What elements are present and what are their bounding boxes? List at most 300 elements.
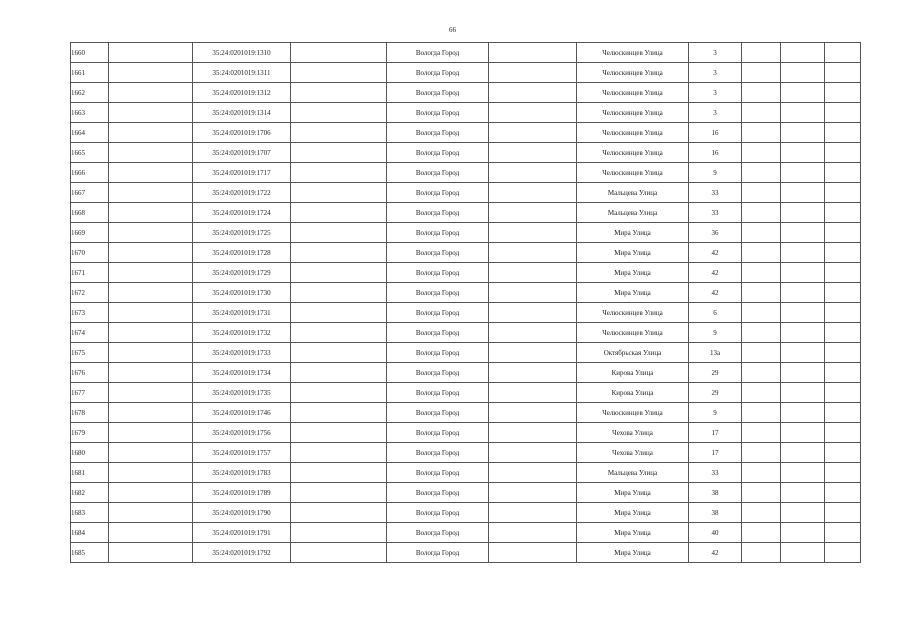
empty-cell bbox=[291, 83, 387, 103]
empty-cell bbox=[291, 363, 387, 383]
cadastral-number-cell: 35:24:0201019:1733 bbox=[193, 343, 291, 363]
empty-cell bbox=[742, 263, 781, 283]
empty-cell bbox=[825, 323, 861, 343]
empty-cell bbox=[489, 63, 577, 83]
empty-cell bbox=[825, 123, 861, 143]
city-cell: Вологда Город bbox=[387, 143, 489, 163]
empty-cell bbox=[489, 223, 577, 243]
street-cell: Челюскинцев Улица bbox=[577, 303, 689, 323]
city-cell: Вологда Город bbox=[387, 383, 489, 403]
row-number-cell: 1670 bbox=[71, 243, 109, 263]
cadastral-number-cell: 35:24:0201019:1728 bbox=[193, 243, 291, 263]
city-cell: Вологда Город bbox=[387, 203, 489, 223]
empty-cell bbox=[825, 243, 861, 263]
street-cell: Челюскинцев Улица bbox=[577, 323, 689, 343]
empty-cell bbox=[291, 263, 387, 283]
house-number-cell: 3 bbox=[689, 63, 742, 83]
empty-cell bbox=[825, 403, 861, 423]
empty-cell bbox=[742, 123, 781, 143]
house-number-cell: 33 bbox=[689, 203, 742, 223]
empty-cell bbox=[825, 423, 861, 443]
empty-cell bbox=[781, 503, 825, 523]
table-row bbox=[71, 183, 861, 203]
table-row bbox=[71, 363, 861, 383]
empty-cell bbox=[781, 243, 825, 263]
street-cell: Челюскинцев Улица bbox=[577, 143, 689, 163]
street-cell: Челюскинцев Улица bbox=[577, 123, 689, 143]
empty-cell bbox=[489, 363, 577, 383]
empty-cell bbox=[291, 383, 387, 403]
empty-cell bbox=[489, 403, 577, 423]
street-cell: Чехова Улица bbox=[577, 443, 689, 463]
row-number-cell: 1676 bbox=[71, 363, 109, 383]
cadastral-number-cell: 35:24:0201019:1746 bbox=[193, 403, 291, 423]
house-number-cell: 3 bbox=[689, 103, 742, 123]
empty-cell bbox=[781, 463, 825, 483]
empty-cell bbox=[825, 103, 861, 123]
empty-cell bbox=[291, 523, 387, 543]
cadastral-number-cell: 35:24:0201019:1707 bbox=[193, 143, 291, 163]
table-row bbox=[71, 263, 861, 283]
city-cell: Вологда Город bbox=[387, 523, 489, 543]
empty-cell bbox=[489, 163, 577, 183]
empty-cell bbox=[781, 143, 825, 163]
empty-cell bbox=[489, 343, 577, 363]
table-row bbox=[71, 423, 861, 443]
street-cell: Мира Улица bbox=[577, 243, 689, 263]
empty-cell bbox=[291, 423, 387, 443]
street-cell: Мира Улица bbox=[577, 223, 689, 243]
empty-cell bbox=[825, 263, 861, 283]
table-row bbox=[71, 103, 861, 123]
empty-cell bbox=[109, 183, 193, 203]
house-number-cell: 29 bbox=[689, 363, 742, 383]
empty-cell bbox=[742, 403, 781, 423]
empty-cell bbox=[781, 403, 825, 423]
street-cell: Мира Улица bbox=[577, 483, 689, 503]
street-cell: Мира Улица bbox=[577, 263, 689, 283]
city-cell: Вологда Город bbox=[387, 103, 489, 123]
empty-cell bbox=[109, 423, 193, 443]
empty-cell bbox=[742, 543, 781, 563]
empty-cell bbox=[489, 303, 577, 323]
row-number-cell: 1663 bbox=[71, 103, 109, 123]
row-number-cell: 1662 bbox=[71, 83, 109, 103]
empty-cell bbox=[109, 163, 193, 183]
row-number-cell: 1674 bbox=[71, 323, 109, 343]
empty-cell bbox=[742, 443, 781, 463]
city-cell: Вологда Город bbox=[387, 263, 489, 283]
empty-cell bbox=[109, 503, 193, 523]
row-number-cell: 1679 bbox=[71, 423, 109, 443]
table-body bbox=[71, 43, 861, 563]
empty-cell bbox=[291, 223, 387, 243]
city-cell: Вологда Город bbox=[387, 183, 489, 203]
empty-cell bbox=[109, 363, 193, 383]
street-cell: Мальцева Улица bbox=[577, 203, 689, 223]
empty-cell bbox=[291, 403, 387, 423]
empty-cell bbox=[489, 243, 577, 263]
empty-cell bbox=[109, 123, 193, 143]
empty-cell bbox=[781, 263, 825, 283]
empty-cell bbox=[489, 443, 577, 463]
row-number-cell: 1685 bbox=[71, 543, 109, 563]
street-cell: Мира Улица bbox=[577, 543, 689, 563]
house-number-cell: 42 bbox=[689, 263, 742, 283]
empty-cell bbox=[742, 103, 781, 123]
empty-cell bbox=[742, 343, 781, 363]
empty-cell bbox=[825, 83, 861, 103]
row-number-cell: 1664 bbox=[71, 123, 109, 143]
city-cell: Вологда Город bbox=[387, 223, 489, 243]
street-cell: Чехова Улица bbox=[577, 423, 689, 443]
row-number-cell: 1677 bbox=[71, 383, 109, 403]
row-number-cell: 1680 bbox=[71, 443, 109, 463]
table-row bbox=[71, 163, 861, 183]
empty-cell bbox=[742, 503, 781, 523]
empty-cell bbox=[109, 383, 193, 403]
empty-cell bbox=[781, 343, 825, 363]
empty-cell bbox=[291, 443, 387, 463]
empty-cell bbox=[781, 423, 825, 443]
house-number-cell: 40 bbox=[689, 523, 742, 543]
empty-cell bbox=[489, 123, 577, 143]
empty-cell bbox=[742, 43, 781, 63]
empty-cell bbox=[825, 463, 861, 483]
street-cell: Мальцева Улица bbox=[577, 463, 689, 483]
empty-cell bbox=[109, 103, 193, 123]
cadastral-number-cell: 35:24:0201019:1724 bbox=[193, 203, 291, 223]
empty-cell bbox=[109, 323, 193, 343]
cadastral-number-cell: 35:24:0201019:1734 bbox=[193, 363, 291, 383]
empty-cell bbox=[109, 303, 193, 323]
empty-cell bbox=[291, 283, 387, 303]
empty-cell bbox=[489, 283, 577, 303]
empty-cell bbox=[825, 363, 861, 383]
row-number-cell: 1666 bbox=[71, 163, 109, 183]
empty-cell bbox=[781, 523, 825, 543]
table-row bbox=[71, 403, 861, 423]
empty-cell bbox=[291, 63, 387, 83]
empty-cell bbox=[742, 423, 781, 443]
empty-cell bbox=[825, 63, 861, 83]
cadastral-number-cell: 35:24:0201019:1311 bbox=[193, 63, 291, 83]
table-row bbox=[71, 223, 861, 243]
table-row bbox=[71, 543, 861, 563]
table-row bbox=[71, 83, 861, 103]
page-number: 66 bbox=[449, 26, 456, 34]
empty-cell bbox=[291, 123, 387, 143]
empty-cell bbox=[742, 223, 781, 243]
empty-cell bbox=[109, 463, 193, 483]
city-cell: Вологда Город bbox=[387, 243, 489, 263]
street-cell: Кирова Улица bbox=[577, 363, 689, 383]
city-cell: Вологда Город bbox=[387, 463, 489, 483]
empty-cell bbox=[291, 183, 387, 203]
table-row bbox=[71, 283, 861, 303]
row-number-cell: 1683 bbox=[71, 503, 109, 523]
empty-cell bbox=[489, 83, 577, 103]
cadastral-number-cell: 35:24:0201019:1756 bbox=[193, 423, 291, 443]
empty-cell bbox=[781, 543, 825, 563]
empty-cell bbox=[109, 143, 193, 163]
house-number-cell: 33 bbox=[689, 463, 742, 483]
empty-cell bbox=[109, 523, 193, 543]
cadastral-number-cell: 35:24:0201019:1731 bbox=[193, 303, 291, 323]
empty-cell bbox=[291, 243, 387, 263]
cadastral-number-cell: 35:24:0201019:1722 bbox=[193, 183, 291, 203]
empty-cell bbox=[825, 543, 861, 563]
empty-cell bbox=[291, 163, 387, 183]
city-cell: Вологда Город bbox=[387, 123, 489, 143]
cadastral-number-cell: 35:24:0201019:1706 bbox=[193, 123, 291, 143]
empty-cell bbox=[781, 383, 825, 403]
cadastral-number-cell: 35:24:0201019:1717 bbox=[193, 163, 291, 183]
empty-cell bbox=[781, 303, 825, 323]
empty-cell bbox=[742, 143, 781, 163]
street-cell: Мальцева Улица bbox=[577, 183, 689, 203]
cadastral-number-cell: 35:24:0201019:1757 bbox=[193, 443, 291, 463]
empty-cell bbox=[781, 63, 825, 83]
empty-cell bbox=[489, 143, 577, 163]
empty-cell bbox=[742, 483, 781, 503]
city-cell: Вологда Город bbox=[387, 83, 489, 103]
empty-cell bbox=[825, 43, 861, 63]
house-number-cell: 9 bbox=[689, 403, 742, 423]
house-number-cell: 13а bbox=[689, 343, 742, 363]
table-row bbox=[71, 483, 861, 503]
empty-cell bbox=[489, 503, 577, 523]
street-cell: Кирова Улица bbox=[577, 383, 689, 403]
row-number-cell: 1673 bbox=[71, 303, 109, 323]
empty-cell bbox=[109, 403, 193, 423]
city-cell: Вологда Город bbox=[387, 543, 489, 563]
empty-cell bbox=[742, 383, 781, 403]
empty-cell bbox=[489, 383, 577, 403]
house-number-cell: 9 bbox=[689, 323, 742, 343]
empty-cell bbox=[781, 363, 825, 383]
empty-cell bbox=[291, 203, 387, 223]
city-cell: Вологда Город bbox=[387, 63, 489, 83]
row-number-cell: 1661 bbox=[71, 63, 109, 83]
empty-cell bbox=[291, 143, 387, 163]
empty-cell bbox=[109, 543, 193, 563]
table-row bbox=[71, 203, 861, 223]
house-number-cell: 36 bbox=[689, 223, 742, 243]
city-cell: Вологда Город bbox=[387, 483, 489, 503]
row-number-cell: 1668 bbox=[71, 203, 109, 223]
empty-cell bbox=[742, 463, 781, 483]
empty-cell bbox=[489, 483, 577, 503]
empty-cell bbox=[742, 523, 781, 543]
empty-cell bbox=[781, 183, 825, 203]
empty-cell bbox=[825, 203, 861, 223]
empty-cell bbox=[109, 83, 193, 103]
table-row bbox=[71, 123, 861, 143]
row-number-cell: 1678 bbox=[71, 403, 109, 423]
cadastral-number-cell: 35:24:0201019:1783 bbox=[193, 463, 291, 483]
cadastral-number-cell: 35:24:0201019:1314 bbox=[193, 103, 291, 123]
empty-cell bbox=[109, 343, 193, 363]
street-cell: Челюскинцев Улица bbox=[577, 103, 689, 123]
empty-cell bbox=[291, 323, 387, 343]
house-number-cell: 29 bbox=[689, 383, 742, 403]
house-number-cell: 38 bbox=[689, 503, 742, 523]
street-cell: Мира Улица bbox=[577, 523, 689, 543]
empty-cell bbox=[781, 283, 825, 303]
registry-table bbox=[70, 42, 861, 563]
empty-cell bbox=[489, 423, 577, 443]
city-cell: Вологда Город bbox=[387, 303, 489, 323]
empty-cell bbox=[489, 43, 577, 63]
empty-cell bbox=[291, 483, 387, 503]
house-number-cell: 17 bbox=[689, 423, 742, 443]
house-number-cell: 42 bbox=[689, 283, 742, 303]
street-cell: Челюскинцев Улица bbox=[577, 63, 689, 83]
table-row bbox=[71, 443, 861, 463]
city-cell: Вологда Город bbox=[387, 503, 489, 523]
cadastral-number-cell: 35:24:0201019:1730 bbox=[193, 283, 291, 303]
empty-cell bbox=[109, 263, 193, 283]
city-cell: Вологда Город bbox=[387, 443, 489, 463]
empty-cell bbox=[781, 223, 825, 243]
row-number-cell: 1675 bbox=[71, 343, 109, 363]
empty-cell bbox=[742, 163, 781, 183]
empty-cell bbox=[489, 203, 577, 223]
row-number-cell: 1682 bbox=[71, 483, 109, 503]
house-number-cell: 16 bbox=[689, 123, 742, 143]
empty-cell bbox=[742, 363, 781, 383]
empty-cell bbox=[291, 303, 387, 323]
house-number-cell: 17 bbox=[689, 443, 742, 463]
table-row bbox=[71, 143, 861, 163]
cadastral-number-cell: 35:24:0201019:1725 bbox=[193, 223, 291, 243]
empty-cell bbox=[781, 103, 825, 123]
empty-cell bbox=[291, 343, 387, 363]
cadastral-number-cell: 35:24:0201019:1312 bbox=[193, 83, 291, 103]
city-cell: Вологда Город bbox=[387, 163, 489, 183]
empty-cell bbox=[109, 283, 193, 303]
empty-cell bbox=[109, 63, 193, 83]
house-number-cell: 3 bbox=[689, 83, 742, 103]
street-cell: Октябрьская Улица bbox=[577, 343, 689, 363]
city-cell: Вологда Город bbox=[387, 43, 489, 63]
table-row bbox=[71, 503, 861, 523]
table-row bbox=[71, 243, 861, 263]
empty-cell bbox=[489, 543, 577, 563]
cadastral-number-cell: 35:24:0201019:1792 bbox=[193, 543, 291, 563]
cadastral-number-cell: 35:24:0201019:1310 bbox=[193, 43, 291, 63]
street-cell: Челюскинцев Улица bbox=[577, 43, 689, 63]
empty-cell bbox=[781, 203, 825, 223]
row-number-cell: 1672 bbox=[71, 283, 109, 303]
row-number-cell: 1684 bbox=[71, 523, 109, 543]
empty-cell bbox=[825, 483, 861, 503]
city-cell: Вологда Город bbox=[387, 423, 489, 443]
table-row bbox=[71, 463, 861, 483]
house-number-cell: 6 bbox=[689, 303, 742, 323]
row-number-cell: 1681 bbox=[71, 463, 109, 483]
table-row bbox=[71, 523, 861, 543]
table-row bbox=[71, 383, 861, 403]
empty-cell bbox=[291, 43, 387, 63]
empty-cell bbox=[742, 83, 781, 103]
row-number-cell: 1667 bbox=[71, 183, 109, 203]
table-row bbox=[71, 303, 861, 323]
empty-cell bbox=[489, 323, 577, 343]
empty-cell bbox=[742, 283, 781, 303]
table-row bbox=[71, 63, 861, 83]
empty-cell bbox=[742, 63, 781, 83]
empty-cell bbox=[742, 323, 781, 343]
empty-cell bbox=[781, 483, 825, 503]
table-row bbox=[71, 43, 861, 63]
row-number-cell: 1669 bbox=[71, 223, 109, 243]
city-cell: Вологда Город bbox=[387, 403, 489, 423]
empty-cell bbox=[781, 443, 825, 463]
empty-cell bbox=[291, 463, 387, 483]
street-cell: Челюскинцев Улица bbox=[577, 83, 689, 103]
empty-cell bbox=[109, 203, 193, 223]
empty-cell bbox=[825, 443, 861, 463]
empty-cell bbox=[825, 143, 861, 163]
empty-cell bbox=[489, 183, 577, 203]
row-number-cell: 1660 bbox=[71, 43, 109, 63]
empty-cell bbox=[291, 103, 387, 123]
table-row bbox=[71, 323, 861, 343]
street-cell: Челюскинцев Улица bbox=[577, 163, 689, 183]
house-number-cell: 3 bbox=[689, 43, 742, 63]
cadastral-number-cell: 35:24:0201019:1735 bbox=[193, 383, 291, 403]
empty-cell bbox=[825, 223, 861, 243]
cadastral-number-cell: 35:24:0201019:1729 bbox=[193, 263, 291, 283]
empty-cell bbox=[489, 463, 577, 483]
city-cell: Вологда Город bbox=[387, 363, 489, 383]
empty-cell bbox=[291, 543, 387, 563]
empty-cell bbox=[742, 303, 781, 323]
empty-cell bbox=[291, 503, 387, 523]
house-number-cell: 16 bbox=[689, 143, 742, 163]
empty-cell bbox=[489, 103, 577, 123]
empty-cell bbox=[825, 343, 861, 363]
empty-cell bbox=[109, 243, 193, 263]
city-cell: Вологда Город bbox=[387, 323, 489, 343]
empty-cell bbox=[742, 183, 781, 203]
house-number-cell: 33 bbox=[689, 183, 742, 203]
house-number-cell: 42 bbox=[689, 243, 742, 263]
house-number-cell: 38 bbox=[689, 483, 742, 503]
empty-cell bbox=[825, 383, 861, 403]
empty-cell bbox=[109, 483, 193, 503]
empty-cell bbox=[781, 83, 825, 103]
cadastral-number-cell: 35:24:0201019:1790 bbox=[193, 503, 291, 523]
city-cell: Вологда Город bbox=[387, 343, 489, 363]
row-number-cell: 1671 bbox=[71, 263, 109, 283]
street-cell: Челюскинцев Улица bbox=[577, 403, 689, 423]
empty-cell bbox=[825, 163, 861, 183]
empty-cell bbox=[489, 523, 577, 543]
cadastral-number-cell: 35:24:0201019:1732 bbox=[193, 323, 291, 343]
empty-cell bbox=[781, 43, 825, 63]
empty-cell bbox=[825, 503, 861, 523]
table-row bbox=[71, 343, 861, 363]
empty-cell bbox=[742, 243, 781, 263]
empty-cell bbox=[825, 283, 861, 303]
house-number-cell: 42 bbox=[689, 543, 742, 563]
cadastral-number-cell: 35:24:0201019:1791 bbox=[193, 523, 291, 543]
cadastral-number-cell: 35:24:0201019:1789 bbox=[193, 483, 291, 503]
street-cell: Мира Улица bbox=[577, 503, 689, 523]
